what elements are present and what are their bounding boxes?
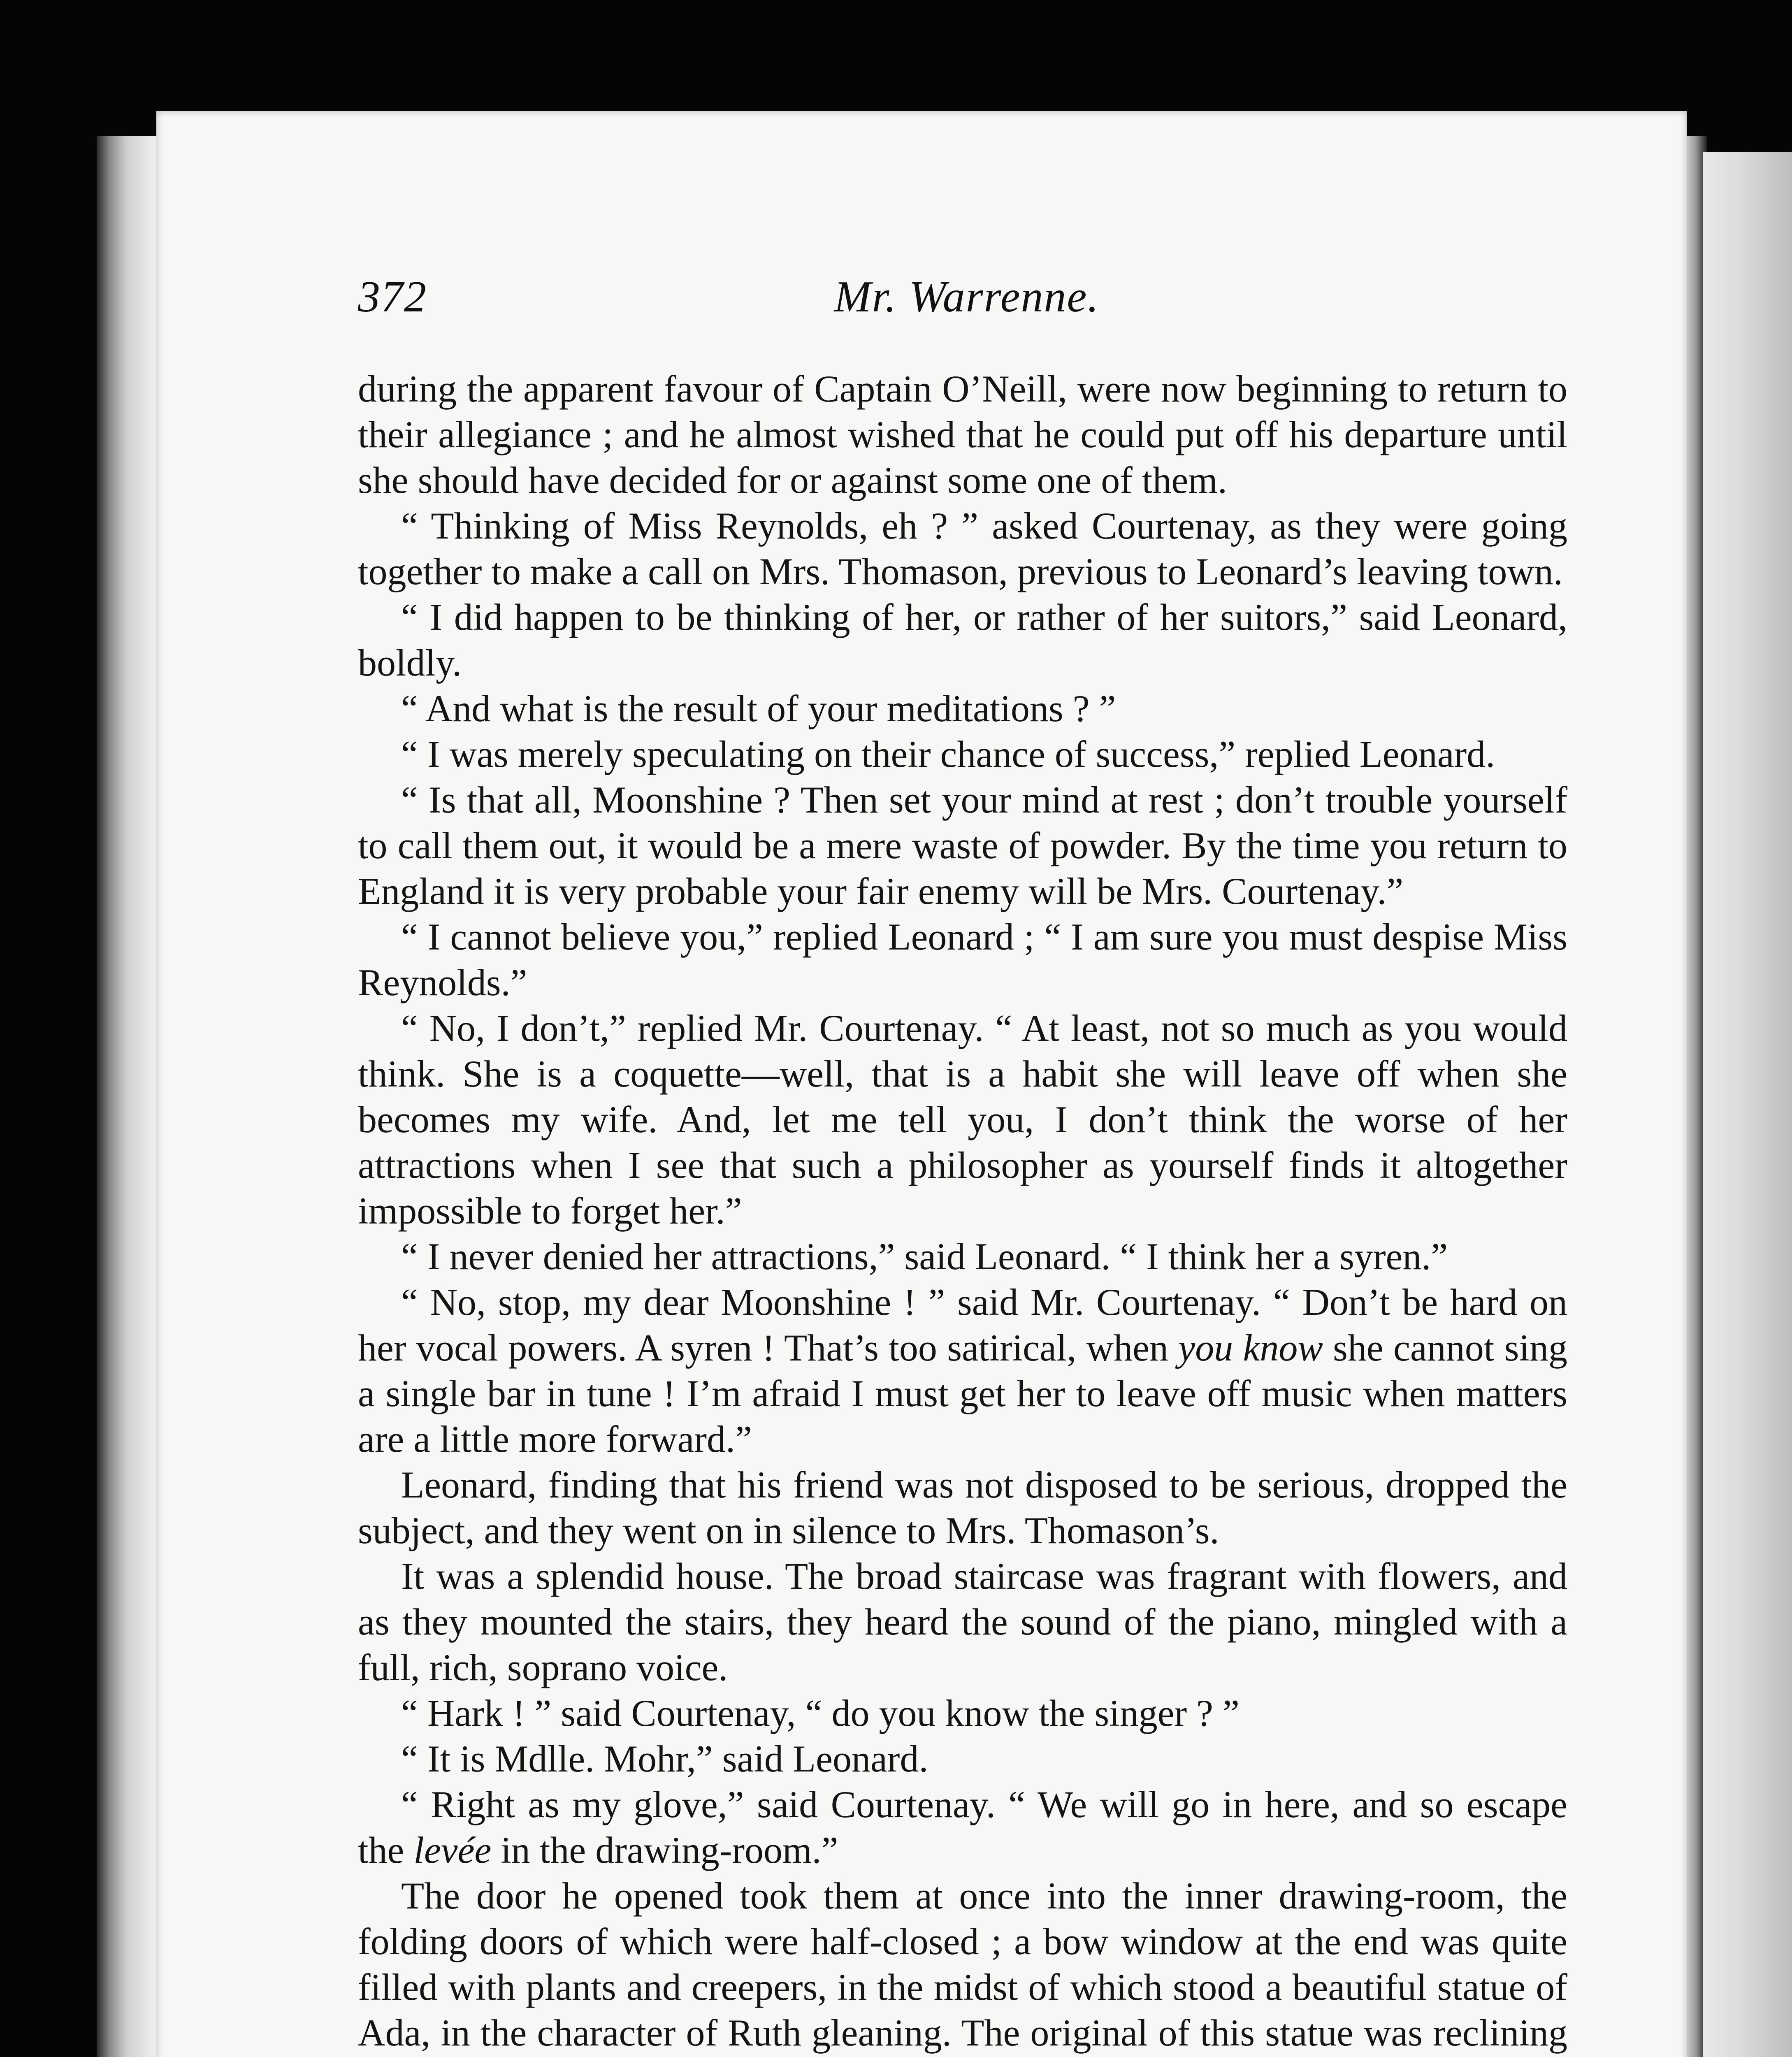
page-number: 372 <box>358 272 427 321</box>
paragraph: “ Is that all, Moonshine ? Then set your mind at rest ; don’t trouble yourself to call them out, it would be a mere waste of powder. By the time you return to England it is very probable your fair enemy will be Mrs. Courtenay.” <box>358 779 1567 912</box>
underlying-pages-edge <box>97 136 162 2057</box>
paragraph: “ Right as my glove,” said Courtenay. “ We will go in here, and so escape the levée in the drawing-room.” <box>358 1783 1567 1871</box>
running-title: Mr. Warrenne. <box>834 272 1100 321</box>
paragraph: “ And what is the result of your meditations ? ” <box>401 687 1116 729</box>
paragraph: “ I never denied her attractions,” said Leonard. “ I think her a syren.” <box>401 1235 1448 1277</box>
italic-emphasis: levée <box>413 1829 492 1871</box>
body-text <box>358 366 1567 2057</box>
paragraph: “ I cannot believe you,” replied Leonard ; “ I am sure you must despise Miss Reynolds.” <box>358 916 1567 1003</box>
paragraph: It was a splendid house. The broad staircase was fragrant with flowers, and as they mounted the stairs, they heard the sound of the piano, mingled with a full, rich, soprano voice. <box>358 1555 1567 1688</box>
paragraph: The door he opened took them at once into the inner drawing-room, the folding doors of which were half-closed ; a bow window at the end was quite filled with plants and creepers, in the midst of which stood a beautiful statue of Ada, in the character of Ruth gleaning. The original of this statue was reclining <box>358 1875 1567 2054</box>
paragraph: “ No, stop, my dear Moonshine ! ” said Mr. Courtenay. “ Don’t be hard on her vocal powers. A syren ! That’s too satirical, when you know she cannot sing a single bar in tune ! I’m afraid I must get her to leave off music when matters are a little more forward.” <box>358 1281 1567 1460</box>
italic-emphasis: you know <box>1178 1327 1323 1369</box>
paragraph: “ No, I don’t,” replied Mr. Courtenay. “ At least, not so much as you would think. She is a coquette—well, that is a habit she will leave off when she becomes my wife. And, let me tell you, I don’t think the worse of her attractions when I see that such a philosopher as yourself finds it altogether impossible to forget her.” <box>358 1007 1567 1232</box>
facing-page-edge <box>1703 152 1792 2057</box>
paragraph: “ It is Mdlle. Mohr,” said Leonard. <box>401 1738 928 1780</box>
paragraph: during the apparent favour of Captain O’Neill, were now beginning to return to their allegiance ; and he almost wished that he could put off his departure until she should have decided for or against some one of them. <box>358 368 1567 501</box>
paragraph: “ I did happen to be thinking of her, or rather of her suitors,” said Leonard, boldly. <box>358 596 1567 684</box>
running-head <box>358 272 1576 329</box>
paragraph: “ Hark ! ” said Courtenay, “ do you know the singer ? ” <box>401 1692 1240 1734</box>
paragraph: “ I was merely speculating on their chance of success,” replied Leonard. <box>401 733 1495 775</box>
paragraph: Leonard, finding that his friend was not disposed to be serious, dropped the subject, and they went on in silence to Mrs. Thomason’s. <box>358 1464 1567 1551</box>
paragraph: “ Thinking of Miss Reynolds, eh ? ” asked Courtenay, as they were going together to make a call on Mrs. Thomason, previous to Leonard’s leaving town. <box>358 505 1567 592</box>
